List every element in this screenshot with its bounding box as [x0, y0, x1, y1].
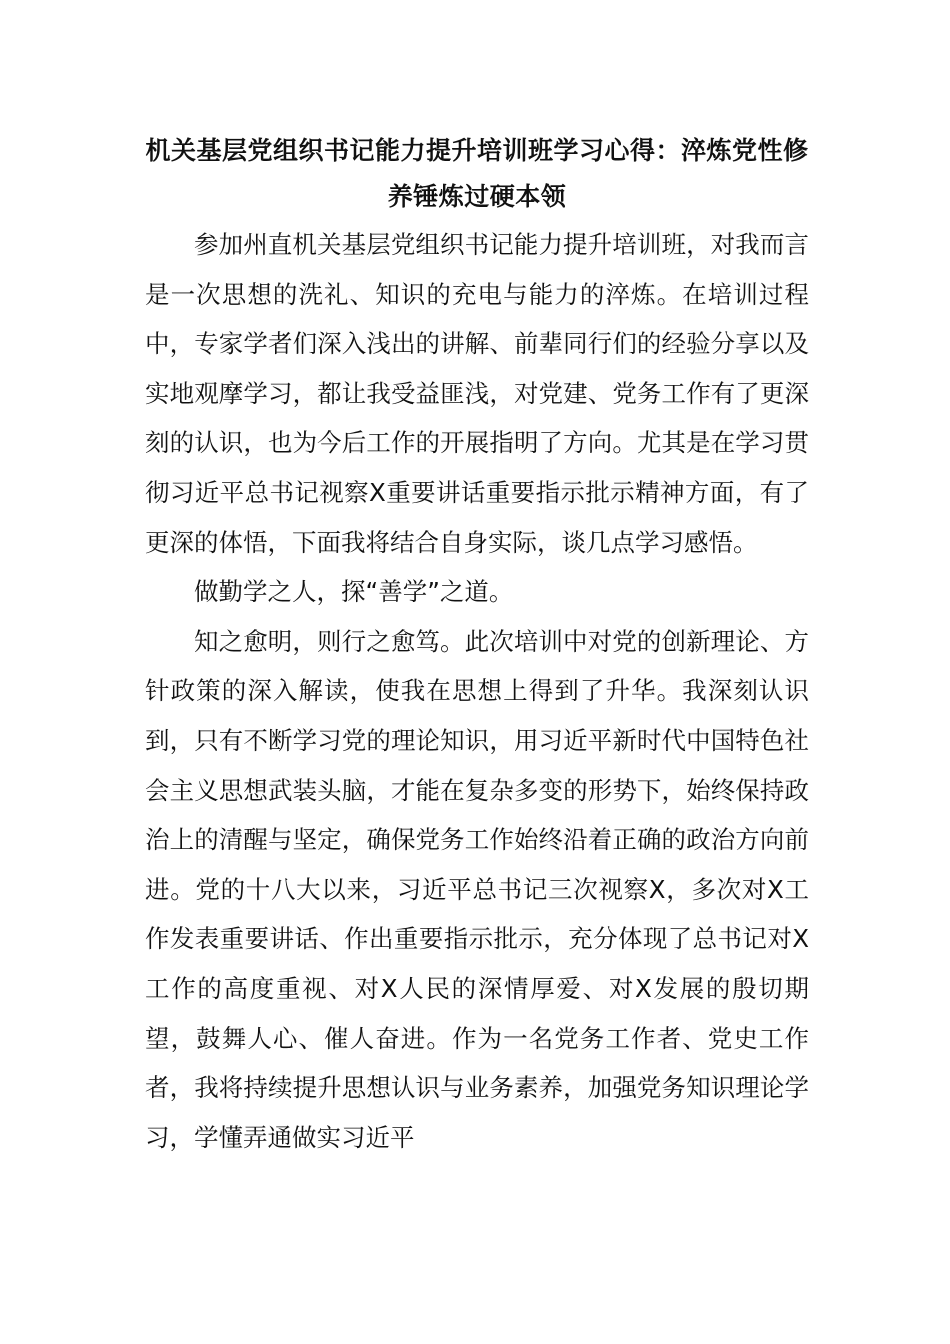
document-content — [145, 128, 809, 1162]
paragraph-intro: 参加州直机关基层党组织书记能力提升培训班，对我而言是一次思想的洗礼、知识的充电与能力的淬炼。在培训过程中，专家学者们深入浅出的讲解、前辈同行们的经验分享以及实地观摩学习，都让我受益匪浅，对党建、党务工作有了更深刻的认识，也为今后工作的开展指明了方向。尤其是在学习贯彻习近平总书记视察X重要讲话重要指示批示精神方面，有了更深的体悟，下面我将结合自身实际，谈几点学习感悟。 — [145, 230, 809, 557]
paragraph-section-heading: 做勤学之人，探“善学”之道。 — [194, 577, 514, 607]
document-title: 机关基层党组织书记能力提升培训班学习心得：淬炼党性修养锤炼过硬本领 — [145, 136, 809, 211]
paragraph-study-reflection: 知之愈明，则行之愈笃。此次培训中对党的创新理论、方针政策的深入解读，使我在思想上得到了升华。我深刻认识到，只有不断学习党的理论知识，用习近平新时代中国特色社会主义思想武装头脑，才能在复杂多变的形势下，始终保持政治上的清醒与坚定，确保党务工作始终沿着正确的政治方向前进。党的十八大以来，习近平总书记三次视察X，多次对X工作发表重要讲话、作出重要指示批示，充分体现了总书记对X工作的高度重视、对X人民的深情厚爱、对X发展的殷切期望，鼓舞人心、催人奋进。作为一名党务工作者、党史工作者，我将持续提升思想认识与业务素养，加强党务知识理论学习，学懂弄通做实习近平 — [145, 626, 809, 1152]
